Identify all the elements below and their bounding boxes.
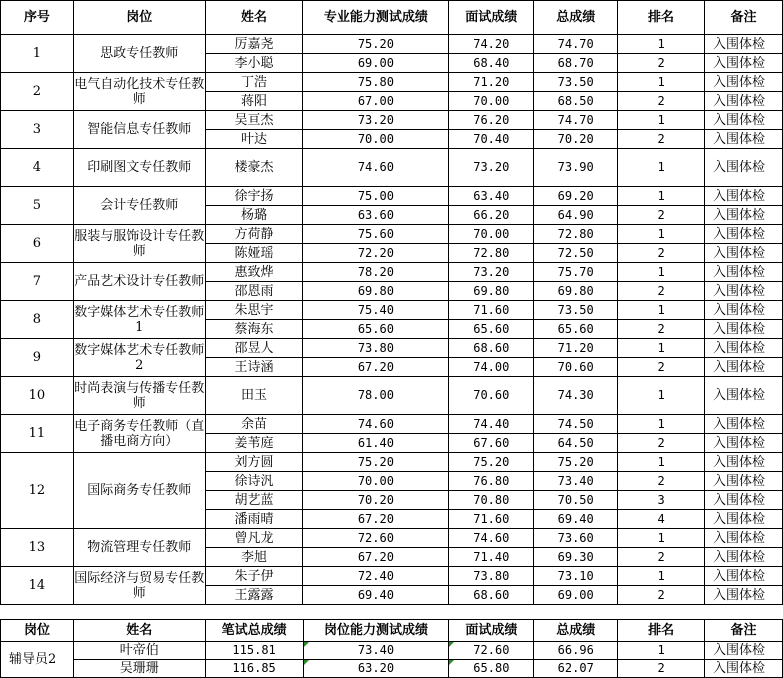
position-cell: 辅导员2 bbox=[1, 642, 74, 678]
counselor-table bbox=[0, 619, 783, 678]
column-header: 总成绩 bbox=[534, 1, 618, 35]
total-score-cell: 73.10 bbox=[534, 567, 618, 586]
table-row bbox=[1, 301, 783, 320]
name-cell: 丁浩 bbox=[205, 73, 303, 92]
rank-cell: 1 bbox=[618, 35, 705, 54]
table-row bbox=[1, 263, 783, 282]
position-cell: 电子商务专任教师（直播电商方向） bbox=[73, 415, 205, 453]
professional-score-cell: 70.20 bbox=[303, 491, 449, 510]
total-score-cell: 70.60 bbox=[534, 358, 618, 377]
position-cell: 电气自动化技术专任教师 bbox=[73, 73, 205, 111]
interview-score-cell: 73.80 bbox=[449, 567, 534, 586]
serial-number-cell: 8 bbox=[1, 301, 74, 339]
interview-score-cell: 70.80 bbox=[449, 491, 534, 510]
interview-score-cell: 70.40 bbox=[449, 130, 534, 149]
table-row bbox=[1, 529, 783, 548]
note-cell: 入围体检 bbox=[704, 282, 782, 301]
interview-score-cell: 68.60 bbox=[449, 586, 534, 605]
note-cell: 入围体检 bbox=[704, 244, 782, 263]
rank-cell: 2 bbox=[618, 358, 705, 377]
professional-score-cell: 70.00 bbox=[303, 472, 449, 491]
total-score-cell: 70.20 bbox=[534, 130, 618, 149]
rank-cell: 1 bbox=[618, 529, 705, 548]
column-header: 姓名 bbox=[73, 620, 205, 642]
rank-cell: 1 bbox=[618, 149, 705, 187]
total-score-cell: 74.70 bbox=[534, 35, 618, 54]
professional-score-cell: 69.00 bbox=[303, 54, 449, 73]
name-cell: 叶达 bbox=[205, 130, 303, 149]
table-row bbox=[1, 111, 783, 130]
name-cell: 徐宇扬 bbox=[205, 187, 303, 206]
professional-score-cell: 72.60 bbox=[303, 529, 449, 548]
total-score-cell: 75.70 bbox=[534, 263, 618, 282]
professional-score-cell: 67.20 bbox=[303, 510, 449, 529]
note-cell: 入围体检 bbox=[704, 149, 782, 187]
note-cell: 入围体检 bbox=[704, 130, 782, 149]
professional-score-cell: 75.00 bbox=[303, 187, 449, 206]
position-cell: 服装与服饰设计专任教师 bbox=[73, 225, 205, 263]
table-row bbox=[1, 225, 783, 244]
column-header: 岗位 bbox=[73, 1, 205, 35]
total-score-cell: 73.60 bbox=[534, 529, 618, 548]
name-cell: 蔡海东 bbox=[205, 320, 303, 339]
interview-score-cell: 72.80 bbox=[449, 244, 534, 263]
note-cell: 入围体检 bbox=[704, 642, 782, 660]
serial-number-cell: 1 bbox=[1, 35, 74, 73]
interview-score-cell: 65.80 bbox=[449, 660, 534, 678]
interview-score-cell: 69.80 bbox=[449, 282, 534, 301]
serial-number-cell: 7 bbox=[1, 263, 74, 301]
note-cell: 入围体检 bbox=[704, 491, 782, 510]
position-cell: 印刷图文专任教师 bbox=[73, 149, 205, 187]
rank-cell: 1 bbox=[618, 642, 705, 660]
name-cell: 蒋阳 bbox=[205, 92, 303, 111]
name-cell: 田玉 bbox=[205, 377, 303, 415]
interview-score-cell: 74.00 bbox=[449, 358, 534, 377]
name-cell: 惠致烨 bbox=[205, 263, 303, 282]
note-cell: 入围体检 bbox=[704, 548, 782, 567]
rank-cell: 4 bbox=[618, 510, 705, 529]
interview-score-cell: 72.60 bbox=[449, 642, 534, 660]
note-cell: 入围体检 bbox=[704, 225, 782, 244]
interview-score-cell: 66.20 bbox=[449, 206, 534, 225]
name-cell: 李旭 bbox=[205, 548, 303, 567]
total-score-cell: 74.50 bbox=[534, 415, 618, 434]
rank-cell: 2 bbox=[618, 548, 705, 567]
column-header: 专业能力测试成绩 bbox=[303, 1, 449, 35]
position-cell: 国际经济与贸易专任教师 bbox=[73, 567, 205, 605]
table-row bbox=[1, 35, 783, 54]
total-score-cell: 69.40 bbox=[534, 510, 618, 529]
name-cell: 吴亘杰 bbox=[205, 111, 303, 130]
professional-score-cell: 63.60 bbox=[303, 206, 449, 225]
serial-number-cell: 9 bbox=[1, 339, 74, 377]
rank-cell: 2 bbox=[618, 472, 705, 491]
serial-number-cell: 2 bbox=[1, 73, 74, 111]
position-cell: 数字媒体艺术专任教师2 bbox=[73, 339, 205, 377]
professional-score-cell: 75.20 bbox=[303, 453, 449, 472]
ability-score-cell: 63.20 bbox=[303, 660, 449, 678]
rank-cell: 2 bbox=[618, 660, 705, 678]
interview-score-cell: 76.80 bbox=[449, 472, 534, 491]
table-row bbox=[1, 642, 783, 660]
professional-score-cell: 72.40 bbox=[303, 567, 449, 586]
note-cell: 入围体检 bbox=[704, 320, 782, 339]
interview-score-cell: 74.20 bbox=[449, 35, 534, 54]
rank-cell: 2 bbox=[618, 92, 705, 111]
rank-cell: 1 bbox=[618, 339, 705, 358]
interview-score-cell: 63.40 bbox=[449, 187, 534, 206]
total-score-cell: 74.30 bbox=[534, 377, 618, 415]
professional-score-cell: 67.20 bbox=[303, 358, 449, 377]
professional-score-cell: 75.80 bbox=[303, 73, 449, 92]
serial-number-cell: 4 bbox=[1, 149, 74, 187]
professional-score-cell: 78.00 bbox=[303, 377, 449, 415]
rank-cell: 2 bbox=[618, 586, 705, 605]
interview-score-cell: 75.20 bbox=[449, 453, 534, 472]
column-header: 备注 bbox=[704, 620, 782, 642]
interview-score-cell: 70.00 bbox=[449, 92, 534, 111]
serial-number-cell: 11 bbox=[1, 415, 74, 453]
name-cell: 王诗涵 bbox=[205, 358, 303, 377]
total-score-cell: 64.50 bbox=[534, 434, 618, 453]
rank-cell: 3 bbox=[618, 491, 705, 510]
note-cell: 入围体检 bbox=[704, 567, 782, 586]
interview-score-cell: 71.60 bbox=[449, 510, 534, 529]
note-cell: 入围体检 bbox=[704, 111, 782, 130]
interview-score-cell: 67.60 bbox=[449, 434, 534, 453]
name-cell: 叶帝伯 bbox=[73, 642, 205, 660]
table-row bbox=[1, 377, 783, 415]
professional-score-cell: 69.40 bbox=[303, 586, 449, 605]
position-cell: 智能信息专任教师 bbox=[73, 111, 205, 149]
table-row bbox=[1, 660, 783, 678]
total-score-cell: 73.40 bbox=[534, 472, 618, 491]
interview-score-cell: 74.60 bbox=[449, 529, 534, 548]
total-score-cell: 69.80 bbox=[534, 282, 618, 301]
professional-score-cell: 75.60 bbox=[303, 225, 449, 244]
interview-score-cell: 71.40 bbox=[449, 548, 534, 567]
column-header: 面试成绩 bbox=[449, 1, 534, 35]
rank-cell: 1 bbox=[618, 225, 705, 244]
professional-score-cell: 69.80 bbox=[303, 282, 449, 301]
rank-cell: 2 bbox=[618, 282, 705, 301]
rank-cell: 2 bbox=[618, 244, 705, 263]
interview-score-cell: 70.00 bbox=[449, 225, 534, 244]
serial-number-cell: 13 bbox=[1, 529, 74, 567]
total-score-cell: 71.20 bbox=[534, 339, 618, 358]
note-cell: 入围体检 bbox=[704, 35, 782, 54]
name-cell: 徐诗汎 bbox=[205, 472, 303, 491]
rank-cell: 1 bbox=[618, 301, 705, 320]
total-score-cell: 74.70 bbox=[534, 111, 618, 130]
name-cell: 朱思宇 bbox=[205, 301, 303, 320]
rank-cell: 1 bbox=[618, 453, 705, 472]
name-cell: 朱子伊 bbox=[205, 567, 303, 586]
name-cell: 邵昱人 bbox=[205, 339, 303, 358]
total-score-cell: 64.90 bbox=[534, 206, 618, 225]
total-score-cell: 70.50 bbox=[534, 491, 618, 510]
note-cell: 入围体检 bbox=[704, 263, 782, 282]
note-cell: 入围体检 bbox=[704, 586, 782, 605]
name-cell: 王露露 bbox=[205, 586, 303, 605]
note-cell: 入围体检 bbox=[704, 73, 782, 92]
total-score-cell: 62.07 bbox=[534, 660, 618, 678]
total-score-cell: 65.60 bbox=[534, 320, 618, 339]
table-row bbox=[1, 187, 783, 206]
name-cell: 陈娅瑶 bbox=[205, 244, 303, 263]
interview-score-cell: 65.60 bbox=[449, 320, 534, 339]
name-cell: 方荷静 bbox=[205, 225, 303, 244]
position-cell: 会计专任教师 bbox=[73, 187, 205, 225]
note-cell: 入围体检 bbox=[704, 301, 782, 320]
serial-number-cell: 6 bbox=[1, 225, 74, 263]
table-header-row bbox=[1, 1, 783, 35]
professional-score-cell: 73.80 bbox=[303, 339, 449, 358]
total-score-cell: 69.00 bbox=[534, 586, 618, 605]
total-score-cell: 69.30 bbox=[534, 548, 618, 567]
note-cell: 入围体检 bbox=[704, 529, 782, 548]
ability-score-cell: 73.40 bbox=[303, 642, 449, 660]
table-row bbox=[1, 415, 783, 434]
total-score-cell: 72.50 bbox=[534, 244, 618, 263]
name-cell: 潘雨晴 bbox=[205, 510, 303, 529]
table-row bbox=[1, 567, 783, 586]
total-score-cell: 66.96 bbox=[534, 642, 618, 660]
total-score-cell: 68.50 bbox=[534, 92, 618, 111]
total-score-cell: 72.80 bbox=[534, 225, 618, 244]
rank-cell: 2 bbox=[618, 434, 705, 453]
serial-number-cell: 12 bbox=[1, 453, 74, 529]
professional-score-cell: 65.60 bbox=[303, 320, 449, 339]
professional-score-cell: 72.20 bbox=[303, 244, 449, 263]
rank-cell: 1 bbox=[618, 377, 705, 415]
rank-cell: 1 bbox=[618, 111, 705, 130]
total-score-cell: 68.70 bbox=[534, 54, 618, 73]
rank-cell: 2 bbox=[618, 130, 705, 149]
name-cell: 厉嘉尧 bbox=[205, 35, 303, 54]
note-cell: 入围体检 bbox=[704, 206, 782, 225]
column-header: 备注 bbox=[704, 1, 782, 35]
note-cell: 入围体检 bbox=[704, 358, 782, 377]
name-cell: 曾凡龙 bbox=[205, 529, 303, 548]
note-cell: 入围体检 bbox=[704, 660, 782, 678]
column-header: 排名 bbox=[618, 1, 705, 35]
name-cell: 杨璐 bbox=[205, 206, 303, 225]
total-score-cell: 73.90 bbox=[534, 149, 618, 187]
interview-score-cell: 68.40 bbox=[449, 54, 534, 73]
interview-score-cell: 73.20 bbox=[449, 263, 534, 282]
note-cell: 入围体检 bbox=[704, 54, 782, 73]
note-cell: 入围体检 bbox=[704, 472, 782, 491]
note-cell: 入围体检 bbox=[704, 339, 782, 358]
rank-cell: 2 bbox=[618, 206, 705, 225]
name-cell: 余苗 bbox=[205, 415, 303, 434]
interview-score-cell: 71.60 bbox=[449, 301, 534, 320]
total-score-cell: 73.50 bbox=[534, 73, 618, 92]
interview-score-cell: 74.40 bbox=[449, 415, 534, 434]
professional-score-cell: 78.20 bbox=[303, 263, 449, 282]
interview-score-cell: 68.60 bbox=[449, 339, 534, 358]
table-row bbox=[1, 73, 783, 92]
professional-score-cell: 75.20 bbox=[303, 35, 449, 54]
note-cell: 入围体检 bbox=[704, 434, 782, 453]
name-cell: 邵恩雨 bbox=[205, 282, 303, 301]
professional-score-cell: 70.00 bbox=[303, 130, 449, 149]
total-score-cell: 69.20 bbox=[534, 187, 618, 206]
name-cell: 姜苇庭 bbox=[205, 434, 303, 453]
column-header: 岗位能力测试成绩 bbox=[303, 620, 449, 642]
position-cell: 思政专任教师 bbox=[73, 35, 205, 73]
counselor-header-row bbox=[1, 620, 783, 642]
name-cell: 李小聪 bbox=[205, 54, 303, 73]
note-cell: 入围体检 bbox=[704, 453, 782, 472]
rank-cell: 1 bbox=[618, 415, 705, 434]
column-header: 总成绩 bbox=[534, 620, 618, 642]
serial-number-cell: 5 bbox=[1, 187, 74, 225]
table-row bbox=[1, 339, 783, 358]
name-cell: 胡艺蓝 bbox=[205, 491, 303, 510]
total-score-cell: 75.20 bbox=[534, 453, 618, 472]
rank-cell: 2 bbox=[618, 54, 705, 73]
name-cell: 刘方圆 bbox=[205, 453, 303, 472]
position-cell: 产品艺术设计专任教师 bbox=[73, 263, 205, 301]
column-header: 面试成绩 bbox=[449, 620, 534, 642]
professional-score-cell: 73.20 bbox=[303, 111, 449, 130]
position-cell: 物流管理专任教师 bbox=[73, 529, 205, 567]
name-cell: 楼豪杰 bbox=[205, 149, 303, 187]
column-header: 姓名 bbox=[205, 1, 303, 35]
position-cell: 国际商务专任教师 bbox=[73, 453, 205, 529]
position-cell: 时尚表演与传播专任教师 bbox=[73, 377, 205, 415]
serial-number-cell: 3 bbox=[1, 111, 74, 149]
note-cell: 入围体检 bbox=[704, 415, 782, 434]
note-cell: 入围体检 bbox=[704, 377, 782, 415]
professional-score-cell: 61.40 bbox=[303, 434, 449, 453]
serial-number-cell: 10 bbox=[1, 377, 74, 415]
professional-score-cell: 74.60 bbox=[303, 149, 449, 187]
serial-number-cell: 14 bbox=[1, 567, 74, 605]
professional-score-cell: 74.60 bbox=[303, 415, 449, 434]
rank-cell: 1 bbox=[618, 263, 705, 282]
column-header: 岗位 bbox=[1, 620, 74, 642]
rank-cell: 1 bbox=[618, 187, 705, 206]
professional-score-cell: 67.20 bbox=[303, 548, 449, 567]
column-header: 笔试总成绩 bbox=[205, 620, 303, 642]
rank-cell: 1 bbox=[618, 73, 705, 92]
note-cell: 入围体检 bbox=[704, 187, 782, 206]
table-row bbox=[1, 149, 783, 187]
interview-score-cell: 70.60 bbox=[449, 377, 534, 415]
rank-cell: 1 bbox=[618, 567, 705, 586]
rank-cell: 2 bbox=[618, 320, 705, 339]
written-score-cell: 116.85 bbox=[205, 660, 303, 678]
column-header: 序号 bbox=[1, 1, 74, 35]
note-cell: 入围体检 bbox=[704, 510, 782, 529]
written-score-cell: 115.81 bbox=[205, 642, 303, 660]
column-header: 排名 bbox=[618, 620, 705, 642]
professional-score-cell: 75.40 bbox=[303, 301, 449, 320]
note-cell: 入围体检 bbox=[704, 92, 782, 111]
table-row bbox=[1, 453, 783, 472]
total-score-cell: 73.50 bbox=[534, 301, 618, 320]
name-cell: 吴珊珊 bbox=[73, 660, 205, 678]
interview-score-cell: 76.20 bbox=[449, 111, 534, 130]
professional-score-cell: 67.00 bbox=[303, 92, 449, 111]
interview-score-cell: 73.20 bbox=[449, 149, 534, 187]
position-cell: 数字媒体艺术专任教师1 bbox=[73, 301, 205, 339]
interview-score-cell: 71.20 bbox=[449, 73, 534, 92]
